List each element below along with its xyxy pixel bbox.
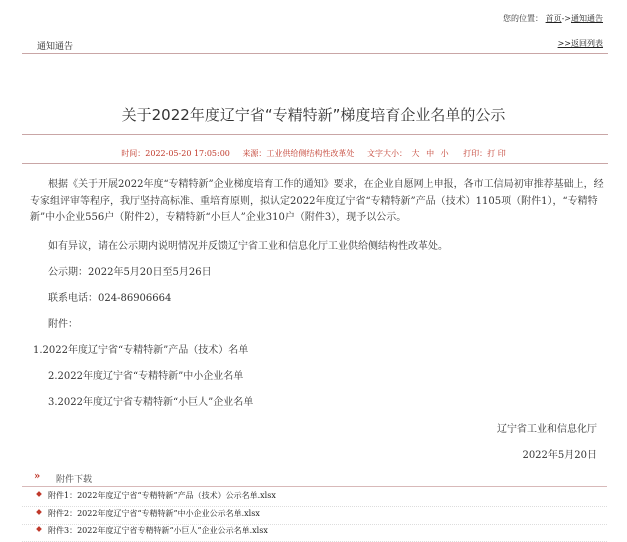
download-file-link[interactable]: 附件3：2022年度辽宁省专精特新“小巨人”企业公示名单.xlsx bbox=[48, 526, 268, 535]
article-paragraph-2: 如有异议，请在公示期内说明情况并反馈辽宁省工业和信息化厅工业供给侧结构性改革处。 bbox=[48, 241, 448, 252]
font-size-medium-button[interactable]: 中 bbox=[426, 149, 435, 158]
font-size-label: 文字大小： bbox=[366, 149, 407, 158]
bullet-icon bbox=[36, 491, 42, 497]
downloads-header bbox=[22, 466, 607, 487]
contact-phone: 联系电话：024-86906664 bbox=[48, 293, 172, 304]
article-source: 来源：工业供给侧结构性改革处 bbox=[242, 149, 355, 158]
signature-date: 2022年5月20日 bbox=[522, 450, 597, 461]
attachment-item: 3.2022年度辽宁省专精特新“小巨人”企业名单 bbox=[48, 397, 254, 408]
double-chevron-icon: » bbox=[34, 471, 41, 482]
header-divider bbox=[22, 53, 608, 54]
signature: 辽宁省工业和信息化厅 bbox=[497, 424, 597, 435]
print-controls bbox=[463, 149, 506, 158]
breadcrumb-separator: -> bbox=[561, 14, 571, 23]
attachment-item: 2.2022年度辽宁省“专精特新”中小企业名单 bbox=[48, 371, 244, 382]
section-label: 通知通告 bbox=[37, 42, 74, 52]
bullet-icon bbox=[36, 509, 42, 515]
breadcrumb-home-link[interactable]: 首页 bbox=[545, 14, 562, 23]
page-title: 关于2022年度辽宁省“专精特新”梯度培育企业名单的公示 bbox=[121, 106, 506, 124]
breadcrumb-current-link[interactable]: 通知通告 bbox=[571, 14, 603, 23]
publish-time: 时间：2022-05-20 17:05:00 bbox=[121, 149, 230, 158]
print-label: 打印： bbox=[463, 149, 488, 158]
bullet-icon bbox=[36, 526, 42, 532]
download-file-link[interactable]: 附件1：2022年度辽宁省“专精特新”产品（技术）公示名单.xlsx bbox=[48, 491, 276, 500]
article-meta bbox=[0, 148, 627, 159]
font-size-large-button[interactable]: 大 bbox=[411, 149, 420, 158]
downloads-heading: 附件下载 bbox=[56, 475, 93, 485]
publicity-period: 公示期：2022年5月20日至5月26日 bbox=[48, 267, 212, 278]
download-file-row[interactable] bbox=[22, 488, 607, 507]
back-to-list-link[interactable]: >>返回列表 bbox=[557, 39, 603, 48]
attachments-label: 附件： bbox=[48, 319, 78, 330]
title-divider bbox=[22, 134, 608, 135]
attachment-item: 1.2022年度辽宁省“专精特新”产品（技术）名单 bbox=[33, 345, 249, 356]
print-button[interactable]: 打 印 bbox=[487, 149, 506, 158]
article-paragraph-1: 根据《关于开展2022年度“专精特新”企业梯度培育工作的通知》要求，在企业自愿网上申报，各市工信局初审推荐基础上，经专家组评审等程序，我厅坚持高标准、重培育原则，拟认定2022年度辽宁省“专精特新”产品（技术）1105项（附件1），“专精特新”中小企业556户（附件2），专精特新“小巨人”企业310户（附件3），现予以公示。 bbox=[30, 179, 604, 223]
meta-divider bbox=[22, 163, 608, 164]
breadcrumb bbox=[503, 13, 603, 24]
download-file-link[interactable]: 附件2：2022年度辽宁省“专精特新”中小企业公示名单.xlsx bbox=[48, 509, 260, 518]
font-size-controls bbox=[367, 149, 453, 158]
top-bar bbox=[0, 0, 627, 28]
location-label: 您的位置： bbox=[503, 14, 544, 23]
download-file-row[interactable] bbox=[22, 523, 607, 542]
font-size-small-button[interactable]: 小 bbox=[440, 149, 449, 158]
